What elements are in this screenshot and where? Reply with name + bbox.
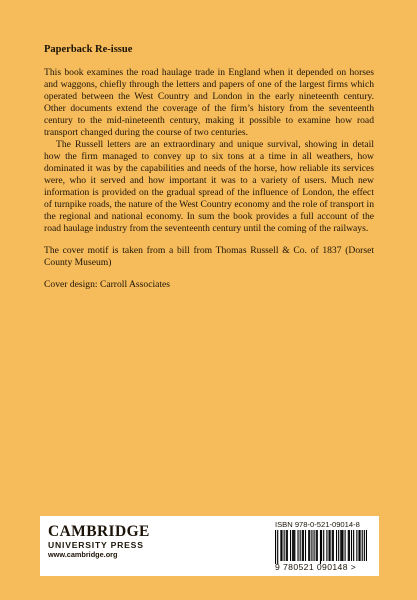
cover-design-credit: Cover design: Carroll Associates [44,279,171,290]
description-paragraph-1: This book examines the road haulage trade in England when it depended on horses and waggons, chiefly through the letters and papers of one of the largest firms which operated between the West Country and London in the early nineteenth century. Other documents extend the coverage of the firm’s history from the seventeenth century to the mid-nineteenth century, making it possible to examine how road transport changed during the course of two centuries. [44,67,374,138]
publisher-name: CAMBRIDGE [48,523,150,540]
cover-motif-note: The cover motif is taken from a bill from Thomas Russell & Co. of 1837 (Dorset County Museum) [44,245,374,268]
back-cover-text [44,44,374,291]
description-paragraph-2: The Russell letters are an extraordinary and unique survival, showing in detail how the firm managed to convey up to six tons at a time in all weathers, how dominated it was by the capabilities and needs of the horse, how reliable its services were, who it served and how important it was to a variety of users. Much new information is provided on the gradual spread of the influence of London, the effect of turnpike roads, the nature of the West Country economy and the role of transport in the regional and national economy. In sum the book provides a full account of the road haulage industry from the seventeenth century until the coming of the railways. [44,139,374,234]
barcode-icon [275,530,367,564]
isbn-barcode-block [275,520,375,572]
publisher-footer [40,516,379,576]
publisher-url: www.cambridge.org [48,550,118,559]
isbn-label: ISBN 978-0-521-09014-8 [275,520,360,529]
publisher-subtitle: UNIVERSITY PRESS [48,540,144,550]
barcode-digits: 9 780521 090148 > [275,562,357,572]
reissue-heading: Paperback Re-issue [44,44,133,55]
cambridge-logo [48,524,150,560]
